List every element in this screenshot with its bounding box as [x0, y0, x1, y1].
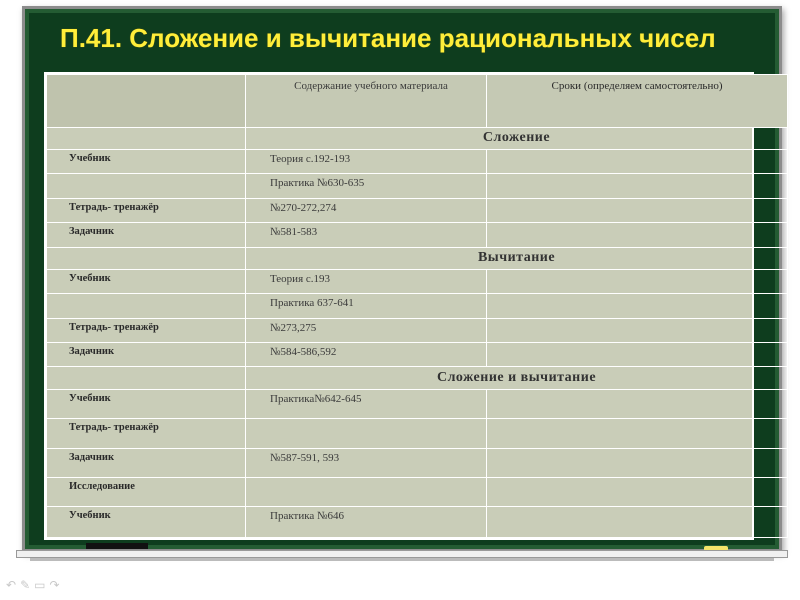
table-row: [47, 174, 788, 198]
chalkboard-eraser: [86, 543, 148, 549]
material-cell: №270-272,274: [246, 198, 487, 222]
deadline-cell[interactable]: [487, 223, 788, 247]
slideshow-toolbar: [6, 578, 66, 594]
section-empty-cell: [47, 367, 246, 389]
source-cell: [47, 174, 246, 198]
lesson-plan-table-container: [44, 72, 754, 540]
material-cell: Теория с.192-193: [246, 150, 487, 174]
table-row: [47, 507, 788, 538]
deadline-cell[interactable]: [487, 477, 788, 506]
source-cell: Тетрадь- тренажёр: [47, 198, 246, 222]
table-row: [47, 318, 788, 342]
material-cell: Практика №630-635: [246, 174, 487, 198]
source-cell: Задачник: [47, 448, 246, 477]
deadline-cell[interactable]: [487, 174, 788, 198]
table-row: [47, 150, 788, 174]
section-title: Сложение и вычитание: [246, 367, 788, 389]
deadline-cell[interactable]: [487, 269, 788, 293]
section-title: Сложение: [246, 127, 788, 149]
redo-arrow-icon[interactable]: ↷: [49, 578, 64, 592]
section-row: [47, 367, 788, 389]
source-cell: Учебник: [47, 389, 246, 418]
material-cell: Практика №646: [246, 507, 487, 538]
deadline-cell[interactable]: [487, 507, 788, 538]
material-cell: Теория с.193: [246, 269, 487, 293]
material-cell: Практика№642-645: [246, 389, 487, 418]
undo-arrow-icon[interactable]: ↶: [6, 578, 21, 592]
deadline-cell[interactable]: [487, 198, 788, 222]
chalkboard-ledge: [16, 550, 788, 558]
source-cell: Исследование: [47, 477, 246, 506]
table-row: [47, 389, 788, 418]
section-row: [47, 127, 788, 149]
header-empty-cell: [47, 75, 246, 128]
material-cell: №584-586,592: [246, 342, 487, 366]
table-row: [47, 269, 788, 293]
source-cell: Учебник: [47, 269, 246, 293]
section-title: Вычитание: [246, 247, 788, 269]
material-cell: Практика 637-641: [246, 294, 487, 318]
lesson-plan-table: [46, 74, 788, 538]
deadline-cell[interactable]: [487, 318, 788, 342]
ledge-shadow: [30, 558, 774, 561]
deadline-cell[interactable]: [487, 389, 788, 418]
deadline-cell[interactable]: [487, 342, 788, 366]
section-empty-cell: [47, 127, 246, 149]
table-row: [47, 419, 788, 448]
source-cell: [47, 294, 246, 318]
header-content: Содержание учебного материала: [246, 75, 487, 128]
section-empty-cell: [47, 247, 246, 269]
source-cell: Тетрадь- тренажёр: [47, 318, 246, 342]
material-cell: [246, 419, 487, 448]
material-cell: №581-583: [246, 223, 487, 247]
material-cell: №587-591, 593: [246, 448, 487, 477]
table-row: [47, 294, 788, 318]
source-cell: Учебник: [47, 150, 246, 174]
material-cell: [246, 477, 487, 506]
table-header-row: [47, 75, 788, 128]
header-deadline: Сроки (определяем самостоятельно): [487, 75, 788, 128]
deadline-cell[interactable]: [487, 294, 788, 318]
table-row: [47, 448, 788, 477]
deadline-cell[interactable]: [487, 150, 788, 174]
table-row: [47, 223, 788, 247]
source-cell: Учебник: [47, 507, 246, 538]
pen-icon[interactable]: ✎: [20, 578, 35, 592]
table-row: [47, 477, 788, 506]
deadline-cell[interactable]: [487, 419, 788, 448]
source-cell: Задачник: [47, 342, 246, 366]
source-cell: Тетрадь- тренажёр: [47, 419, 246, 448]
table-row: [47, 342, 788, 366]
slide-title: П.41. Сложение и вычитание рациональных чисел: [60, 23, 716, 53]
section-row: [47, 247, 788, 269]
highlighter-icon[interactable]: ▭: [34, 578, 50, 592]
source-cell: Задачник: [47, 223, 246, 247]
deadline-cell[interactable]: [487, 448, 788, 477]
material-cell: №273,275: [246, 318, 487, 342]
table-row: [47, 198, 788, 222]
